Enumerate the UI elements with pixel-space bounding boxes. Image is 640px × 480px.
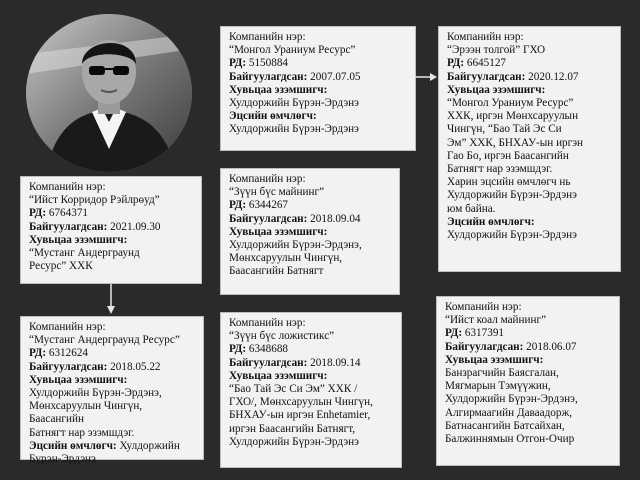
shareholder-label: Хувьцаа эзэмшигч: bbox=[447, 83, 546, 96]
name-label: Компанийн нэр: bbox=[29, 321, 106, 333]
shareholder-line: Хулдоржийн Бүрэн-Эрдэнэ, bbox=[229, 239, 362, 252]
shareholder-line: “Монгол Ураниум Ресурс” bbox=[447, 97, 574, 110]
shareholder-line: ГХО/, Мөнхсаруулын Чингүн, bbox=[229, 396, 373, 409]
shareholder-label: Хувьцаа эзэмшигч: bbox=[229, 83, 328, 96]
company-card-mustang-underground bbox=[20, 316, 204, 466]
shareholder-line: Чингүн, “Бао Тай Эс Си bbox=[447, 123, 562, 136]
company-card-east-coal-mining bbox=[436, 296, 620, 466]
founded-value: 2018.06.07 bbox=[526, 340, 577, 353]
rd-label: РД: bbox=[29, 207, 47, 220]
founded-value: 2020.12.07 bbox=[528, 70, 579, 83]
shareholder-line: Харин эцсийн өмчлөгч нь bbox=[447, 176, 571, 189]
rd-label: РД: bbox=[229, 199, 247, 212]
name-label: Компанийн нэр: bbox=[447, 31, 524, 43]
shareholder-label: Хувьцаа эзэмшигч: bbox=[229, 369, 328, 382]
rd-value: 6344267 bbox=[248, 199, 289, 212]
name-label: Компанийн нэр: bbox=[29, 181, 106, 193]
rd-label: РД: bbox=[29, 347, 47, 360]
company-card-east-corridor bbox=[20, 176, 202, 284]
shareholder-line: Мягмарын Тэмүүжин, bbox=[445, 380, 551, 393]
shareholder-line: Хулдоржийн Бүрэн-Эрдэнэ, bbox=[445, 393, 578, 406]
founded-label: Байгуулагдсан: bbox=[29, 220, 108, 233]
shareholder-line: Ресурс” ХХК bbox=[29, 260, 93, 273]
owner-value: Хулдоржийн Бүрэн-Эрдэнэ bbox=[229, 123, 359, 136]
company-name: “Зүүн бүс майнинг” bbox=[229, 186, 325, 199]
shareholder-label: Хувьцаа эзэмшигч: bbox=[445, 353, 544, 366]
rd-label: РД: bbox=[447, 57, 465, 70]
rd-label: РД: bbox=[229, 57, 247, 70]
shareholder-value: Хулдоржийн Бүрэн-Эрдэнэ bbox=[229, 97, 359, 110]
owner-label: Эцсийн өмчлөгч: bbox=[447, 215, 535, 228]
company-name: “Ийст Корридор Рэйлрөуд” bbox=[29, 194, 160, 207]
shareholder-line: Эм” ХХК, БНХАУ-ын иргэн bbox=[447, 136, 584, 149]
shareholder-line: Баасангийн Батнягт bbox=[229, 265, 324, 278]
shareholder-line: Мөнхсаруулын Чингүн, bbox=[229, 252, 343, 265]
shareholder-line: Батнасангийн Батсайхан, bbox=[445, 419, 565, 432]
shareholder-line: БНХАУ-ын иргэн Enhetamier, bbox=[229, 409, 371, 422]
rd-value: 5150884 bbox=[248, 57, 289, 70]
rd-value: 6764371 bbox=[48, 207, 89, 220]
shareholder-line: ХХК, иргэн Мөнхсаруулын bbox=[447, 110, 579, 123]
founded-value: 2007.07.05 bbox=[310, 70, 361, 83]
owner-value-cont: Бүрэн-Эрдэнэ bbox=[29, 453, 96, 466]
founded-label: Байгуулагдсан: bbox=[445, 340, 524, 353]
shareholder-line: Хулдоржийн Бүрэн-Эрдэнэ bbox=[447, 189, 577, 202]
owner-label: Эцсийн өмчлөгч: bbox=[29, 439, 117, 452]
company-name: “Мустанг Андерграунд Ресурс” bbox=[29, 334, 180, 347]
shareholder-line: Батнягт нар эзэмшдэг. bbox=[29, 426, 135, 439]
founded-value: 2021.09.30 bbox=[110, 220, 161, 233]
shareholder-line: Алгирмаагийн Даваадорж, bbox=[445, 406, 573, 419]
shareholder-line: Батнягт нар эзэмшдэг. bbox=[447, 163, 553, 176]
company-card-mongol-uranium bbox=[220, 26, 416, 151]
owner-value: Хулдоржийн bbox=[119, 439, 180, 452]
shareholder-line: Мөнхсаруулын Чингүн, Баасангийн bbox=[29, 400, 143, 426]
shareholder-line: Балжиннямын Отгон-Очир bbox=[445, 433, 575, 446]
company-card-zuun-bus-logistics bbox=[220, 312, 402, 468]
rd-label: РД: bbox=[229, 343, 247, 356]
company-name: “Ийст коал майнинг” bbox=[445, 314, 547, 327]
company-card-zuun-bus-mining bbox=[220, 168, 400, 295]
founded-value: 2018.09.14 bbox=[310, 356, 361, 369]
company-name: “Зүүн бүс ложистикс” bbox=[229, 330, 335, 343]
shareholder-line: Гао Бо, иргэн Баасангийн bbox=[447, 149, 569, 162]
shareholder-line: юм байна. bbox=[447, 202, 496, 215]
shareholder-line: “Бао Тай Эс Си Эм” ХХК / bbox=[229, 383, 358, 396]
shareholder-label: Хувьцаа эзэмшигч: bbox=[29, 233, 128, 246]
shareholder-line: Банзрагчийн Баясгалан, bbox=[445, 367, 559, 380]
name-label: Компанийн нэр: bbox=[229, 173, 306, 185]
shareholder-label: Хувьцаа эзэмшигч: bbox=[229, 225, 328, 238]
rd-value: 6317391 bbox=[464, 327, 505, 340]
founded-label: Байгуулагдсан: bbox=[229, 212, 308, 225]
owner-label: Эцсийн өмчлөгч: bbox=[229, 110, 317, 123]
shareholder-line: “Мустанг Андерграунд bbox=[29, 247, 140, 260]
name-label: Компанийн нэр: bbox=[445, 301, 522, 313]
rd-value: 6348688 bbox=[248, 343, 289, 356]
founded-label: Байгуулагдсан: bbox=[29, 360, 108, 373]
rd-label: РД: bbox=[445, 327, 463, 340]
shareholder-line: Хулдоржийн Бүрэн-Эрдэнэ, bbox=[29, 387, 162, 400]
shareholder-line: Хулдоржийн Бүрэн-Эрдэнэ bbox=[229, 435, 359, 448]
name-label: Компанийн нэр: bbox=[229, 31, 306, 43]
founded-label: Байгуулагдсан: bbox=[229, 70, 308, 83]
owner-value: Хулдоржийн Бүрэн-Эрдэнэ bbox=[447, 229, 577, 242]
founded-value: 2018.05.22 bbox=[110, 360, 161, 373]
shareholder-line: иргэн Баасангийн Батнягт, bbox=[229, 422, 356, 435]
founded-label: Байгуулагдсан: bbox=[229, 356, 308, 369]
founded-label: Байгуулагдсан: bbox=[447, 70, 526, 83]
arrow-right-icon bbox=[414, 70, 438, 84]
arrow-down-icon bbox=[104, 284, 118, 316]
shareholder-label: Хувьцаа эзэмшигч: bbox=[29, 373, 128, 386]
company-name: “Монгол Ураниум Ресурс” bbox=[229, 44, 356, 57]
founded-value: 2018.09.04 bbox=[310, 212, 361, 225]
rd-value: 6312624 bbox=[48, 347, 89, 360]
company-name: “Эрээн толгой” ГХО bbox=[447, 44, 546, 57]
rd-value: 6645127 bbox=[466, 57, 507, 70]
portrait-photo bbox=[26, 14, 192, 172]
name-label: Компанийн нэр: bbox=[229, 317, 306, 329]
company-card-ereen-tolgoi bbox=[438, 26, 621, 272]
